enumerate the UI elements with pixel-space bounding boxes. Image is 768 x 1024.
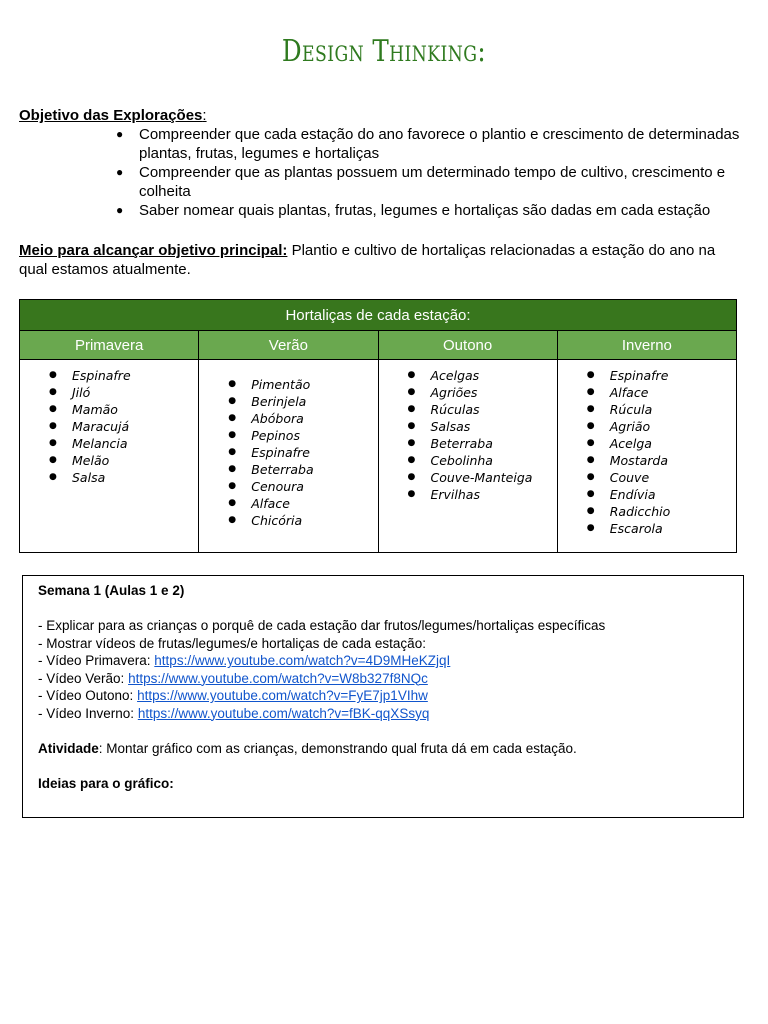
video-link-outono[interactable]: https://www.youtube.com/watch?v=FyE7jp1VIhw	[137, 688, 428, 703]
veg-item: ● Salsas	[379, 418, 557, 435]
veg-item: ● Abóbora	[199, 410, 377, 427]
veg-item: ● Berinjela	[199, 393, 377, 410]
meio-heading: Meio para alcançar objetivo principal:	[19, 242, 288, 259]
season-header-verao: Verão	[199, 331, 378, 360]
veg-item: ● Chicória	[199, 512, 377, 529]
hortalicas-table	[19, 299, 737, 553]
veg-item: ● Couve-Manteiga	[379, 469, 557, 486]
semana-line: - Mostrar vídeos de frutas/legumes/e hortaliças de cada estação:	[38, 635, 426, 651]
meio-text: Plantio e cultivo de hortaliças relacionadas a estação do ano na qual estamos atualmente.	[19, 242, 716, 278]
veg-item: ● Escarola	[558, 520, 736, 537]
objetivo-heading-line	[19, 106, 741, 125]
objetivo-section	[19, 106, 741, 220]
video-line-outono	[38, 687, 728, 705]
atividade-label: Atividade	[38, 740, 99, 756]
veg-item: ● Maracujá	[20, 418, 198, 435]
veg-item: ● Agrião	[558, 418, 736, 435]
veg-item: ● Mamão	[20, 401, 198, 418]
table-title: Hortaliças de cada estação:	[20, 300, 737, 331]
veg-item: ● Radicchio	[558, 503, 736, 520]
veg-item: ● Cebolinha	[379, 452, 557, 469]
veg-item: ● Ervilhas	[379, 486, 557, 503]
objetivo-heading: Objetivo das Explorações	[19, 107, 203, 124]
season-header-primavera: Primavera	[20, 331, 199, 360]
veg-list	[379, 360, 557, 503]
objetivo-item: ● Compreender que cada estação do ano favorece o plantio e crescimento de determinadas plantas, frutas, legumes e hortaliças	[139, 125, 741, 163]
veg-item: ● Alface	[199, 495, 377, 512]
video-label: - Vídeo Inverno:	[38, 705, 138, 721]
atividade-text: : Montar gráfico com as crianças, demonstrando qual fruta dá em cada estação.	[98, 740, 577, 756]
objetivo-list	[19, 125, 741, 220]
video-label: - Vídeo Primavera:	[38, 653, 155, 668]
season-cell-verao	[199, 360, 378, 553]
veg-item: ● Couve	[558, 469, 736, 486]
atividade-line	[38, 740, 728, 758]
veg-list	[20, 360, 198, 486]
veg-item: ● Alface	[558, 384, 736, 401]
objetivo-colon: :	[202, 107, 207, 124]
page-title: Design Thinking:	[281, 34, 487, 69]
video-link-primavera[interactable]: https://www.youtube.com/watch?v=4D9MHeKZjqI	[154, 653, 451, 668]
video-line-verao	[38, 670, 728, 688]
veg-item: ● Salsa	[20, 469, 198, 486]
veg-item: ● Pepinos	[199, 427, 377, 444]
veg-item: ● Espinafre	[558, 367, 736, 384]
video-label: - Vídeo Verão:	[38, 670, 129, 686]
veg-item: ● Jiló	[20, 384, 198, 401]
meio-section	[19, 241, 741, 279]
season-cell-inverno	[557, 360, 736, 553]
veg-item: ● Beterraba	[199, 461, 377, 478]
semana-line: - Explicar para as crianças o porquê de cada estação dar frutos/legumes/hortaliças específicas	[38, 618, 606, 633]
veg-item: ● Espinafre	[199, 444, 377, 461]
veg-item: ● Acelga	[558, 435, 736, 452]
veg-item: ● Endívia	[558, 486, 736, 503]
veg-item: ● Rúcula	[558, 401, 736, 418]
video-line-inverno	[38, 705, 728, 723]
veg-item: ● Agriões	[379, 384, 557, 401]
objetivo-item: ● Saber nomear quais plantas, frutas, legumes e hortaliças são dadas em cada estação	[139, 201, 741, 220]
video-line-primavera	[38, 652, 728, 670]
semana-box	[22, 575, 744, 818]
season-header-outono: Outono	[378, 331, 557, 360]
veg-item: ● Cenoura	[199, 478, 377, 495]
semana-heading: Semana 1 (Aulas 1 e 2)	[38, 583, 185, 598]
season-header-inverno: Inverno	[557, 331, 736, 360]
veg-list	[558, 360, 736, 537]
veg-item: ● Acelgas	[379, 367, 557, 384]
veg-item: ● Melão	[20, 452, 198, 469]
season-cell-primavera	[20, 360, 199, 553]
veg-item: ● Pimentão	[199, 376, 377, 393]
video-label: - Vídeo Outono:	[38, 688, 138, 703]
ideias-heading: Ideias para o gráfico:	[38, 775, 174, 791]
veg-item: ● Rúculas	[379, 401, 557, 418]
veg-item: ● Mostarda	[558, 452, 736, 469]
objetivo-item: ● Compreender que as plantas possuem um determinado tempo de cultivo, crescimento e colheita	[139, 163, 741, 201]
video-link-verao[interactable]: https://www.youtube.com/watch?v=W8b327f8NQc	[128, 670, 428, 686]
veg-list	[199, 360, 377, 529]
veg-item: ● Beterraba	[379, 435, 557, 452]
season-cell-outono	[378, 360, 557, 553]
video-link-inverno[interactable]: https://www.youtube.com/watch?v=fBK-qqXSsyq	[137, 705, 430, 721]
veg-item: ● Espinafre	[20, 367, 198, 384]
veg-item: ● Melancia	[20, 435, 198, 452]
